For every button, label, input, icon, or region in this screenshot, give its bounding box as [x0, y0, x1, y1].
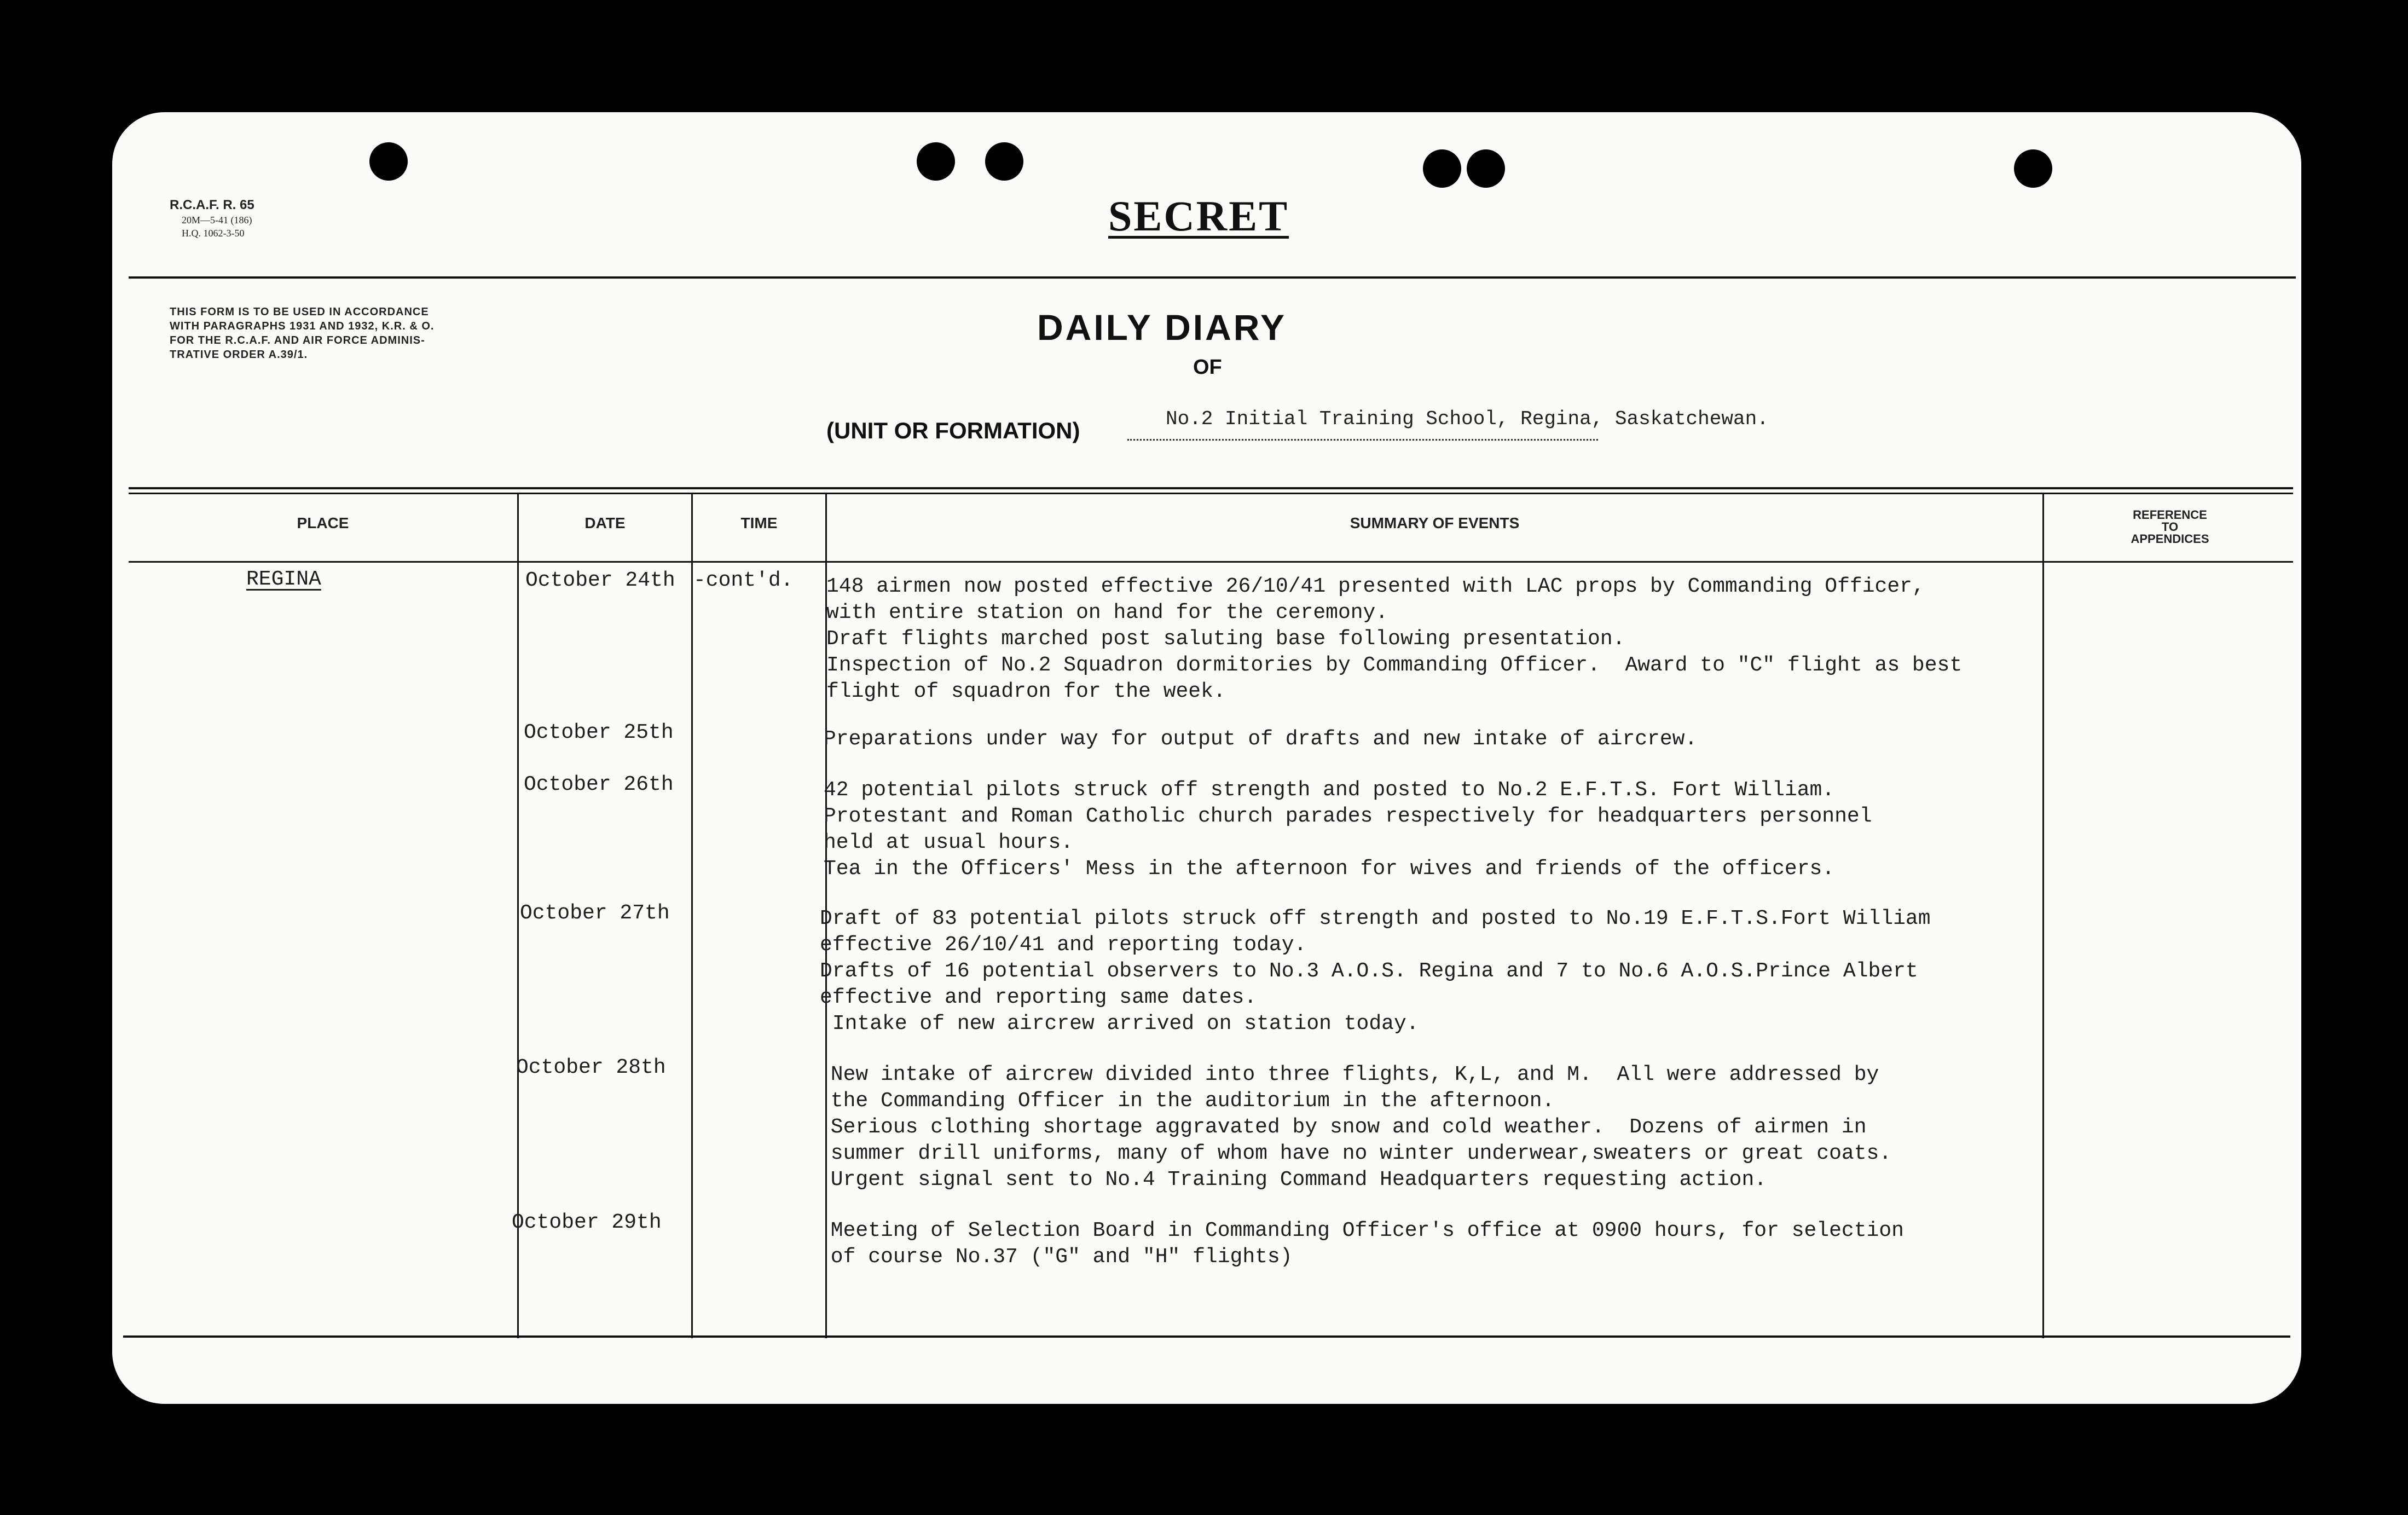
unit-dotted-line	[1127, 439, 1598, 441]
table-bottom-rule	[123, 1335, 2290, 1338]
header-rule	[129, 561, 2293, 563]
entry-summary: New intake of aircrew divided into three flights, K,L, and M. All were addressed by the Commanding Officer in the auditorium in the afternoon. Serious clothing shortage aggravated by snow and cold weather. Dozens of airmen in summer drill uniforms, many of whom have no winter underwear,sweaters or great coats. Urgent signal sent to No.4 Training Command Headquarters requesting action.	[830, 1063, 1892, 1192]
usage-note: THIS FORM IS TO BE USED IN ACCORDANCE WITH PARAGRAPHS 1931 AND 1932, K.R. & O. FOR THE R.C.A.F. AND AIR FORCE ADMINIS- TRATIVE ORDER A.39/1.	[170, 306, 435, 361]
punch-hole	[917, 142, 955, 181]
punch-hole	[369, 142, 408, 181]
header-time: TIME	[740, 514, 778, 531]
header-date: DATE	[584, 514, 626, 531]
punch-hole	[1423, 149, 1461, 188]
form-code: R.C.A.F. R. 65	[170, 198, 254, 212]
place-regina: REGINA	[246, 568, 321, 591]
form-hq-code: H.Q. 1062-3-50	[182, 228, 245, 239]
diary-form	[112, 112, 2301, 1404]
entry-date: October 29th	[512, 1211, 662, 1234]
header-reference: REFERENCE TO APPENDICES	[2131, 508, 2209, 546]
entry-summary: 148 airmen now posted effective 26/10/41 presented with LAC props by Commanding Officer, with entire station on hand for the ceremony. Draft flights marched post saluting base following presentation. Inspection of No.2 Squadron dormitories by Commanding Officer. Award to "C" flight as best flight of squadron for the week.	[826, 575, 1963, 703]
column-rule	[691, 493, 693, 1338]
entry-date: October 27th	[520, 901, 670, 925]
punch-hole	[1467, 149, 1505, 188]
security-classification: SECRET	[1108, 192, 1289, 240]
header-summary: SUMMARY OF EVENTS	[1350, 514, 1520, 531]
entry-summary: Preparations under way for output of drafts and new intake of aircrew.	[824, 727, 1698, 751]
entry-summary: 42 potential pilots struck off strength and posted to No.2 E.F.T.S. Fort William. Protestant and Roman Catholic church parades respectively for headquarters personnel held at usual hours. Tea in the Officers' Mess in the afternoon for wives and friends of the officers.	[824, 778, 1872, 881]
entry-date: October 25th	[524, 721, 674, 744]
unit-value: No.2 Initial Training School, Regina, Saskatchewan.	[1166, 408, 1769, 430]
form-number	[170, 197, 254, 240]
form-print-code: 20M—5-41 (186)	[182, 215, 252, 225]
divider	[129, 276, 2296, 279]
unit-label: (UNIT OR FORMATION)	[826, 418, 1080, 443]
form-title: DAILY DIARY	[1037, 307, 1287, 348]
entry-summary: Meeting of Selection Board in Commanding Officer's office at 0900 hours, for selection of course No.37 ("G" and "H" flights)	[830, 1219, 1904, 1269]
entry-date: October 26th	[524, 773, 674, 796]
table-top-rule	[129, 493, 2293, 494]
table-top-rule	[129, 487, 2293, 489]
entry-date: October 28th	[516, 1056, 666, 1079]
entry-date: October 24th	[525, 569, 675, 592]
header-place: PLACE	[297, 514, 349, 531]
entry-summary: Draft of 83 potential pilots struck off strength and posted to No.19 E.F.T.S.Fort William effective 26/10/41 and reporting today. Drafts of 16 potential observers to No.3 A.O.S. Regina and 7 to No.6 A.O.S.Prince Albert effective and reporting same dates. Intake of new aircrew arrived on station today.	[820, 907, 1931, 1036]
punch-hole	[2014, 149, 2052, 188]
form-title-of: OF	[1193, 356, 1222, 379]
entry-time: -cont'd.	[693, 569, 794, 592]
column-rule	[2042, 493, 2044, 1338]
punch-hole	[985, 142, 1023, 181]
